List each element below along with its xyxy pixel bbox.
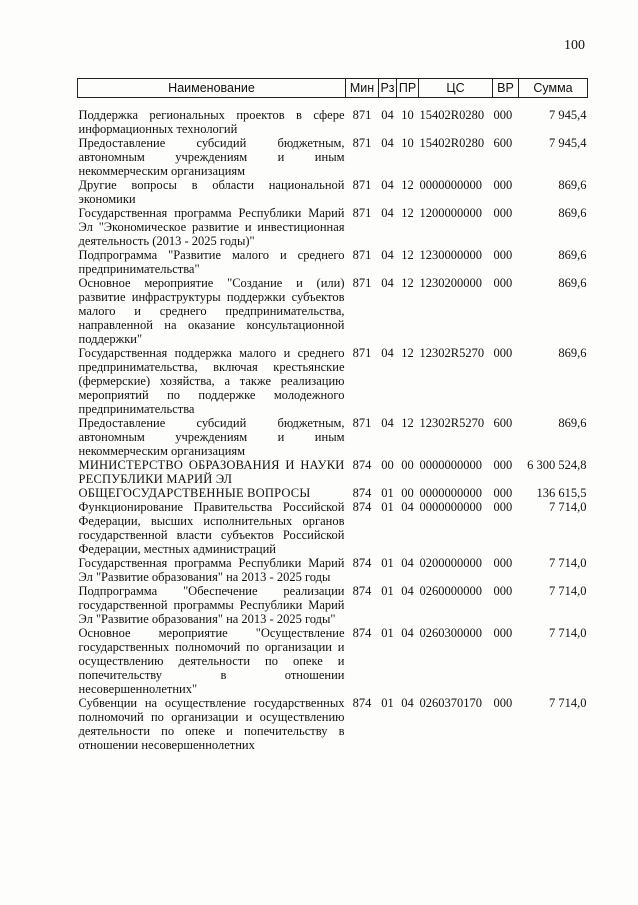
cell-rz: 01 — [381, 486, 394, 500]
cell-sum: 6 300 524,8 — [527, 458, 587, 472]
cell-pr: 12 — [401, 206, 414, 220]
cell-rz: 01 — [381, 584, 394, 598]
cell-min: 871 — [352, 108, 372, 122]
table-row — [78, 584, 588, 626]
budget-table — [77, 78, 588, 752]
cell-name: Государственная программа Республики Марий Эл "Развитие образования" на 2013 - 2025 годы — [78, 556, 345, 584]
cell-sum: 7 714,0 — [549, 696, 587, 710]
table-row — [78, 206, 588, 248]
cell-cs: 1230000000 — [419, 248, 482, 262]
cell-rz: 04 — [381, 346, 394, 360]
cell-sum: 7 714,0 — [549, 584, 587, 598]
page-number: 100 — [564, 38, 585, 53]
header-cs: ЦС — [419, 79, 493, 98]
cell-vr: 000 — [493, 486, 513, 500]
table-row — [78, 136, 588, 178]
header-vr: ВР — [493, 79, 519, 98]
header-pr: ПР — [397, 79, 419, 98]
cell-name: Предоставление субсидий бюджетным, автономным учреждениям и иным некоммерческим организациям — [78, 136, 345, 178]
header-sum: Сумма — [519, 79, 588, 98]
cell-cs: 0260300000 — [419, 626, 482, 640]
table-row — [78, 500, 588, 556]
cell-sum: 136 615,5 — [536, 486, 587, 500]
cell-name: Подпрограмма "Развитие малого и среднего предпринимательства" — [78, 248, 345, 276]
table-row — [78, 458, 588, 486]
cell-sum: 869,6 — [558, 416, 587, 430]
cell-pr: 04 — [401, 626, 414, 640]
cell-sum: 7 945,4 — [549, 136, 587, 150]
table-row — [78, 276, 588, 346]
cell-name: Государственная поддержка малого и среднего предпринимательства, включая крестьянские (фермерские) хозяйства, а также реализацию мероприятий по поддержке молодежного предпринимательства — [78, 346, 345, 416]
cell-min: 871 — [352, 248, 372, 262]
cell-rz: 04 — [381, 248, 394, 262]
cell-name: Подпрограмма "Обеспечение реализации государственной программы Республики Марий Эл "Развитие образования" на 2013 - 2025 годы" — [78, 584, 345, 626]
cell-cs: 0000000000 — [419, 178, 482, 192]
cell-name: Основное мероприятие "Создание и (или) развитие инфраструктуры поддержки субъектов малого и среднего предпринимательства, направленной на оказание консультационной поддержки" — [78, 276, 345, 346]
cell-vr: 600 — [493, 416, 513, 430]
cell-vr: 000 — [493, 556, 513, 570]
cell-name: Поддержка региональных проектов в сфере информационных технологий — [78, 108, 345, 136]
cell-pr: 10 — [401, 108, 414, 122]
header-name: Наименование — [78, 79, 346, 98]
cell-pr: 12 — [401, 178, 414, 192]
cell-name: Другие вопросы в области национальной экономики — [78, 178, 345, 206]
cell-name: Субвенции на осуществление государственных полномочий по организации и осуществлению деятельности по опеке и попечительству в отношении несовершеннолетних — [78, 696, 345, 752]
cell-sum: 7 945,4 — [549, 108, 587, 122]
cell-sum: 869,6 — [558, 206, 587, 220]
cell-sum: 869,6 — [558, 276, 587, 290]
cell-pr: 12 — [401, 276, 414, 290]
cell-cs: 0200000000 — [419, 556, 482, 570]
cell-min: 871 — [352, 276, 372, 290]
cell-name: Государственная программа Республики Марий Эл "Экономическое развитие и инвестиционная деятельность (2013 - 2025 годы)" — [78, 206, 345, 248]
cell-sum: 869,6 — [558, 178, 587, 192]
cell-min: 871 — [352, 416, 372, 430]
table-row — [78, 178, 588, 206]
cell-vr: 000 — [493, 346, 513, 360]
cell-name: Основное мероприятие "Осуществление государственных полномочий по организации и осуществлению деятельности по опеке и попечительству в отношении несовершеннолетних" — [78, 626, 345, 696]
cell-cs: 1230200000 — [419, 276, 482, 290]
cell-vr: 000 — [493, 584, 513, 598]
cell-rz: 04 — [381, 206, 394, 220]
cell-cs: 0260370170 — [419, 696, 482, 710]
cell-vr: 000 — [493, 696, 513, 710]
cell-cs: 1200000000 — [419, 206, 482, 220]
cell-min: 871 — [352, 346, 372, 360]
cell-name: МИНИСТЕРСТВО ОБРАЗОВАНИЯ И НАУКИ РЕСПУБЛИКИ МАРИЙ ЭЛ — [78, 458, 345, 486]
cell-pr: 00 — [401, 458, 414, 472]
cell-vr: 000 — [493, 500, 513, 514]
cell-vr: 000 — [493, 626, 513, 640]
cell-rz: 01 — [381, 696, 394, 710]
cell-name: Функционирование Правительства Российской Федерации, высших исполнительных органов государственной власти субъектов Российской Федерации, местных администраций — [78, 500, 345, 556]
cell-pr: 12 — [401, 416, 414, 430]
table-row — [78, 416, 588, 458]
table-row — [78, 248, 588, 276]
header-min: Мин — [346, 79, 379, 98]
cell-vr: 000 — [493, 276, 513, 290]
cell-min: 874 — [352, 486, 372, 500]
cell-rz: 04 — [381, 136, 394, 150]
table-header-row — [78, 79, 588, 98]
cell-vr: 000 — [493, 178, 513, 192]
cell-pr: 04 — [401, 696, 414, 710]
cell-vr: 000 — [493, 206, 513, 220]
cell-cs: 0000000000 — [419, 500, 482, 514]
cell-rz: 01 — [381, 556, 394, 570]
cell-rz: 04 — [381, 108, 394, 122]
cell-pr: 10 — [401, 136, 414, 150]
cell-min: 874 — [352, 584, 372, 598]
cell-name: Предоставление субсидий бюджетным, автономным учреждениям и иным некоммерческим организациям — [78, 416, 345, 458]
cell-vr: 000 — [493, 248, 513, 262]
cell-pr: 04 — [401, 556, 414, 570]
cell-min: 874 — [352, 626, 372, 640]
cell-sum: 869,6 — [558, 248, 587, 262]
cell-rz: 01 — [381, 626, 394, 640]
cell-cs: 12302R5270 — [419, 416, 485, 430]
cell-min: 871 — [352, 178, 372, 192]
cell-min: 874 — [352, 556, 372, 570]
table-row — [78, 696, 588, 752]
cell-sum: 7 714,0 — [549, 500, 587, 514]
cell-pr: 04 — [401, 584, 414, 598]
cell-pr: 12 — [401, 248, 414, 262]
table-row — [78, 98, 588, 137]
cell-cs: 15402R0280 — [419, 136, 485, 150]
cell-pr: 12 — [401, 346, 414, 360]
table-row — [78, 626, 588, 696]
cell-cs: 0000000000 — [419, 486, 482, 500]
table-body — [78, 98, 588, 753]
cell-rz: 01 — [381, 500, 394, 514]
header-rz: Рз — [379, 79, 397, 98]
table-row — [78, 486, 588, 500]
cell-vr: 000 — [493, 108, 513, 122]
cell-rz: 04 — [381, 276, 394, 290]
table-row — [78, 346, 588, 416]
cell-rz: 00 — [381, 458, 394, 472]
cell-sum: 869,6 — [558, 346, 587, 360]
cell-pr: 04 — [401, 500, 414, 514]
cell-name: ОБЩЕГОСУДАРСТВЕННЫЕ ВОПРОСЫ — [78, 486, 311, 500]
cell-min: 874 — [352, 696, 372, 710]
cell-min: 871 — [352, 136, 372, 150]
table-row — [78, 556, 588, 584]
cell-rz: 04 — [381, 416, 394, 430]
cell-pr: 00 — [401, 486, 414, 500]
cell-min: 871 — [352, 206, 372, 220]
cell-sum: 7 714,0 — [549, 626, 587, 640]
cell-cs: 0000000000 — [419, 458, 482, 472]
cell-rz: 04 — [381, 178, 394, 192]
cell-vr: 600 — [493, 136, 513, 150]
cell-vr: 000 — [493, 458, 513, 472]
cell-min: 874 — [352, 458, 372, 472]
cell-cs: 15402R0280 — [419, 108, 485, 122]
cell-cs: 12302R5270 — [419, 346, 485, 360]
cell-sum: 7 714,0 — [549, 556, 587, 570]
cell-cs: 0260000000 — [419, 584, 482, 598]
cell-min: 874 — [352, 500, 372, 514]
